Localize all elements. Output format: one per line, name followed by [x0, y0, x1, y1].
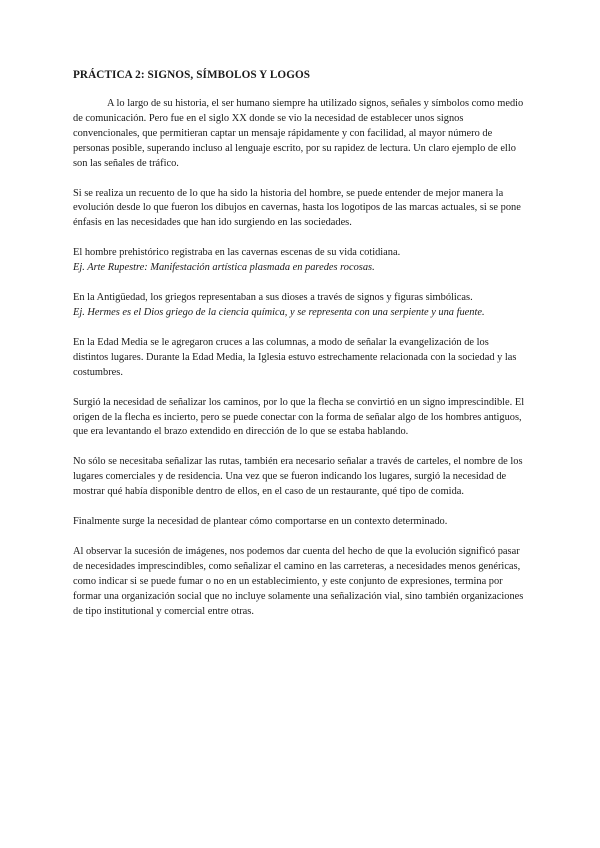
- paragraph-text: Si se realiza un recuento de lo que ha sido la historia del hombre, se puede entender de mejor manera la evolución desde lo que fueron los dibujos en cavernas, hasta los logotipos de las marcas actuales, si se pone énfasis en las necesidades que han ido surgiendo en las sociedades.: [73, 187, 521, 229]
- paragraph-text: Surgió la necesidad de señalizar los caminos, por lo que la flecha se convirtió en un signo imprescindible. El origen de la flecha es incierto, pero se puede conectar con la forma de señalar algo de los hombres antiguos, que era levantando el brazo extendido en dirección de lo que se estaba hablando.: [73, 396, 525, 438]
- paragraph-intro: [73, 97, 525, 172]
- paragraph-text: A lo largo de su historia, el ser humano siempre ha utilizado signos, señales y símbolos como medio de comunicación. Pero fue en el siglo XX donde se vio la necesidad de establecer unos signos convencionales, que permitieran captar un mensaje rápidamente y con facilidad, al mayor número de personas posible, superando incluso al lenguaje escrito, por su rapidez de lectura. Un claro ejemplo de ello son las señales de tráfico.: [73, 98, 524, 169]
- paragraph-prehistory: [73, 246, 525, 276]
- paragraph-example: Ej. Hermes es el Dios griego de la ciencia química, y se representa con una serpiente y una fuente.: [73, 306, 485, 318]
- paragraph-history: [73, 187, 525, 232]
- paragraph-middle-ages: [73, 336, 525, 381]
- paragraph-behavior: [73, 515, 525, 530]
- paragraph-text: Al observar la sucesión de imágenes, nos podemos dar cuenta del hecho de que la evolución significó pasar de necesidades imprescindibles, como señalizar el camino en las carreteras, a necesidades menos genéricas, como indicar si se puede fumar o no en un establecimiento, y este conjunto de expresiones, termina por formar una organización social que no incluye solamente una señalización vial, sino también organizaciones de tipo institutional y comercial entre otras.: [73, 545, 524, 617]
- paragraph-text: En la Antigüedad, los griegos representaban a sus dioses a través de signos y figuras simbólicas.: [73, 292, 473, 304]
- paragraph-antiquity: [73, 291, 525, 321]
- paragraph-conclusion: [73, 545, 525, 620]
- paragraph-text: No sólo se necesitaba señalizar las rutas, también era necesario señalar a través de carteles, el nombre de los lugares comerciales y de residencia. Una vez que se fueron indicando los lugares, surgió la necesidad de mostrar qué había disponible dentro de ellos, en el caso de un restaurante, qué tipo de comida.: [73, 456, 523, 498]
- paragraph-text: El hombre prehistórico registraba en las cavernas escenas de su vida cotidiana.: [73, 247, 401, 259]
- document-page: [73, 68, 525, 634]
- paragraph-text: Finalmente surge la necesidad de plantear cómo comportarse en un contexto determinado.: [73, 516, 448, 528]
- paragraph-arrow: [73, 396, 525, 441]
- paragraph-text: En la Edad Media se le agregaron cruces a las columnas, a modo de señalar la evangelización de los distintos lugares. Durante la Edad Media, la Iglesia estuvo estrechamente relacionada con la sociedad y las costumbres.: [73, 336, 517, 378]
- paragraph-signs: [73, 455, 525, 500]
- paragraph-example: Ej. Arte Rupestre: Manifestación artística plasmada en paredes rocosas.: [73, 262, 375, 274]
- document-title: PRÁCTICA 2: SIGNOS, SÍMBOLOS Y LOGOS: [73, 69, 311, 81]
